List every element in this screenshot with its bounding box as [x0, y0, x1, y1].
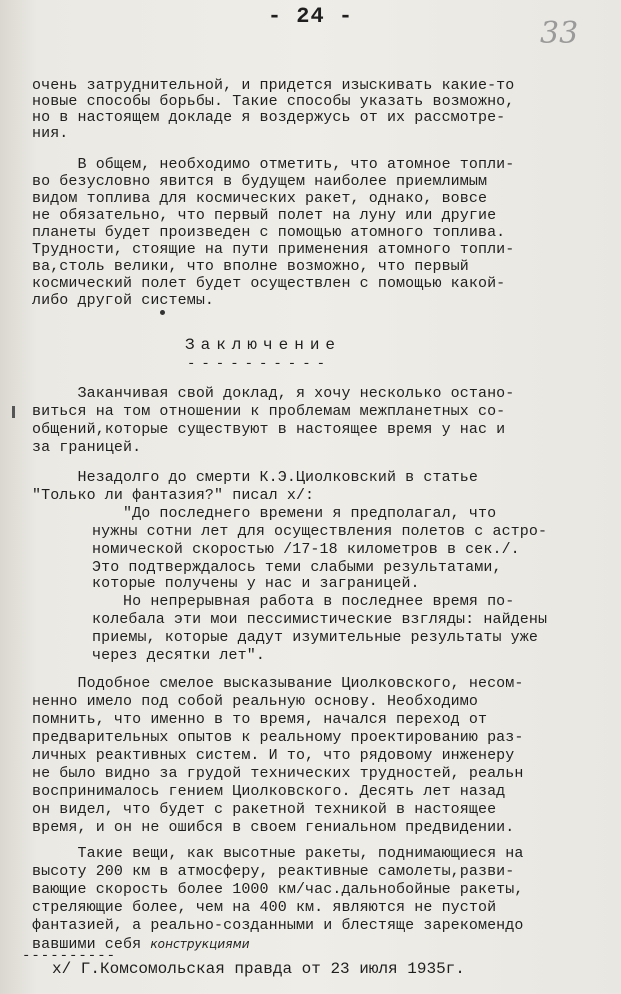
text-line: помнить, что именно в то время, начался переход от — [32, 711, 488, 728]
quote-line: приемы, которые дадут изумительные результаты уже — [92, 629, 538, 646]
text-line: "Только ли фантазия?" писал х/: — [32, 487, 315, 504]
text-line: В общем, необходимо отметить, что атомное топли- — [32, 156, 515, 173]
text-line: либо другой системы. — [32, 292, 215, 309]
text-line: Заканчивая свой доклад, я хочу несколько остано- — [32, 385, 515, 402]
text-fragment: вавшими себя — [32, 936, 142, 953]
heading-underline: ---------- — [187, 356, 332, 372]
text-line: стреляющие более, чем на 400 км. являются не пустой — [32, 899, 497, 916]
archive-page-mark: 33 — [540, 16, 579, 51]
quote-line: "До последнего времени я предполагал, что — [32, 505, 497, 522]
text-line: но в настоящем докладе я воздержусь от их рассмотре- — [32, 109, 506, 126]
quote-line: Это подтверждалось теми слабыми результатами, — [92, 559, 502, 576]
text-line: Трудности, стоящие на пути применения атомного топли- — [32, 241, 515, 258]
text-line: не было видно за грудой технических трудностей, реальн — [32, 765, 524, 782]
text-line: за границей. — [32, 439, 142, 456]
section-heading: Заключение — [185, 336, 342, 354]
text-line: планеты будет произведен с помощью атомного топлива. — [32, 224, 506, 241]
quote-line: которые получены у нас и заграницей. — [92, 575, 420, 592]
text-line: не обязательно, что первый полет на луну или другие — [32, 207, 497, 224]
text-line: космический полет будет осуществлен с помощью какой- — [32, 275, 506, 292]
quote-line: колебала эти мои пессимистические взгляды: найдены — [92, 611, 548, 628]
footnote-rule: ---------- — [22, 948, 117, 964]
quote-line: номической скоростью /17-18 километров в сек./. — [92, 541, 520, 558]
text-line: очень затруднительной, и придется изыскивать какие-то — [32, 77, 515, 94]
text-line: ненно имело под собой реальную основу. Необходимо — [32, 693, 478, 710]
text-line: видом топлива для космических ракет, однако, вовсе — [32, 190, 488, 207]
text-line: он видел, что будет с ракетной техникой в настоящее — [32, 801, 497, 818]
text-line: фантазией, а реально-созданными и блестяще зарекомендо — [32, 917, 524, 934]
text-line: ния. — [32, 125, 69, 142]
text-line: личных реактивных систем. И то, что рядовому инженеру — [32, 747, 515, 764]
text-line: предварительных опытов к реальному проектированию раз- — [32, 729, 524, 746]
quote-line: через десятки лет". — [92, 647, 265, 664]
text-line: общений,которые существуют в настоящее время у нас и — [32, 421, 506, 438]
handwritten-insertion: конструкциями — [150, 937, 250, 951]
text-line: новые способы борьбы. Такие способы указать возможно, — [32, 93, 515, 110]
text-line: ва,столь велики, что вполне возможно, что первый — [32, 258, 469, 275]
text-line: воспринималось гением Циолковского. Десять лет назад — [32, 783, 506, 800]
page-number: - 24 - — [267, 4, 354, 29]
quote-line: Но непрерывная работа в последнее время по- — [32, 593, 515, 610]
footnote: х/ Г.Комсомольская правда от 23 июля 1935г. — [52, 960, 465, 978]
text-line: высоту 200 км в атмосферу, реактивные самолеты,разви- — [32, 863, 515, 880]
text-line: Такие вещи, как высотные ракеты, поднимающиеся на — [32, 845, 524, 862]
quote-line: нужны сотни лет для осуществления полетов с астро- — [92, 523, 548, 540]
ink-dot — [160, 310, 165, 315]
text-line: виться на том отношении к проблемам межпланетных со- — [32, 403, 506, 420]
margin-mark — [12, 406, 15, 418]
text-line: во безусловно явится в будущем наиболее приемлимым — [32, 173, 488, 190]
text-line: Подобное смелое высказывание Циолковского, несом- — [32, 675, 524, 692]
text-line: время, и он не ошибся в своем гениальном предвидении. — [32, 819, 515, 836]
text-line: вающие скорость более 1000 км/час.дальнобойные ракеты, — [32, 881, 524, 898]
text-line: Незадолго до смерти К.Э.Циолковский в статье — [32, 469, 478, 486]
